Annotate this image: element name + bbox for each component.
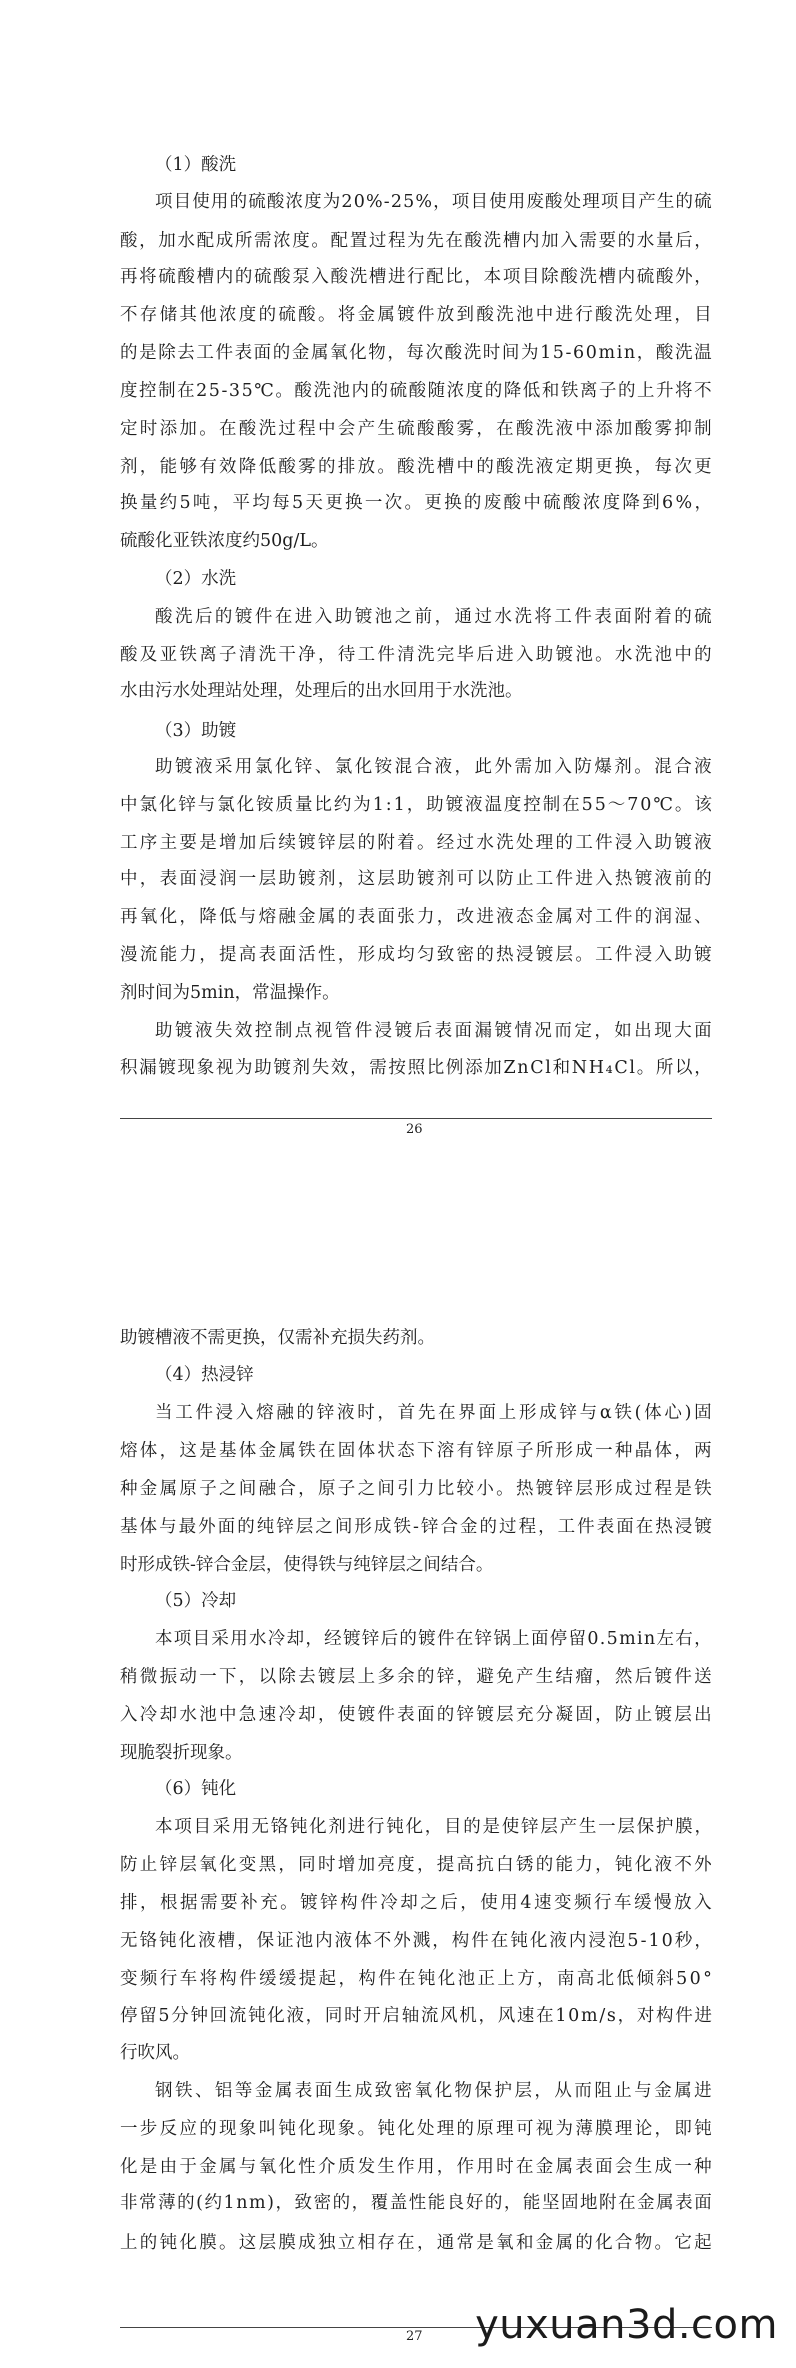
watermark-logo: yuxuan3d.com	[475, 2302, 778, 2348]
page-27-text-line: 上 的 钝 化 膜 。 这 层 膜 成 独 立 相 存 在 ， 通 常 是 氧 和 金 属 的 化 合 物 。 它 起	[120, 2233, 712, 2253]
page-27-text-line: 变 频 行 车 将 构 件 缓 缓 提 起 ， 构 件 在 钝 化 池 正 上 方 ， 南 高 北 低 倾 斜 5 0 °	[120, 1969, 712, 1989]
page-27-text-line: 行吹风。	[120, 2043, 190, 2063]
page-26-text-line: 定 时 添 加 。 在 酸 洗 过 程 中 会 产 生 硫 酸 酸 雾 ， 在 酸 洗 液 中 添 加 酸 雾 抑 制	[120, 419, 712, 439]
page-26-text-line: 再 氧 化 ， 降 低 与 熔 融 金 属 的 表 面 张 力 ， 改 进 液 态 金 属 对 工 件 的 润 湿 、	[120, 907, 712, 927]
page-26-text-line: 项 目 使 用 的 硫 酸 浓 度 为 2 0 % - 2 5 % ， 项 目 使 用 废 酸 处 理 项 目 产 生 的 硫	[155, 192, 712, 212]
page-27-text-line: 熔 体 ， 这 是 基 体 金 属 铁 在 固 体 状 态 下 溶 有 锌 原 子 所 形 成 一 种 晶 体 ， 两	[120, 1441, 712, 1461]
page-26-text-line: （3）助镀	[155, 721, 237, 741]
page-27-text-line: 本 项 目 采 用 水 冷 却 ， 经 镀 锌 后 的 镀 件 在 锌 锅 上 面 停 留 0 . 5 m i n 左 右 ，	[155, 1629, 712, 1649]
page-27-text-line: 现脆裂折现象。	[120, 1743, 243, 1763]
page-26-text-line: 中 氯 化 锌 与 氯 化 铵 质 量 比 约 为 1 : 1 ， 助 镀 液 温 度 控 制 在 5 5 ～ 7 0 ℃ 。 该	[120, 795, 712, 815]
page-27-text-line: 时形成铁-锌合金层，使得铁与纯锌层之间结合。	[120, 1555, 494, 1575]
page-26-text-line: 的 是 除 去 工 件 表 面 的 金 属 氧 化 物 ， 每 次 酸 洗 时 间 为 1 5 - 6 0 m i n ， 酸 洗 温	[120, 343, 712, 363]
page-27-text-line: 钢 铁 、 铝 等 金 属 表 面 生 成 致 密 氧 化 物 保 护 层 ， 从 而 阻 止 与 金 属 进	[155, 2081, 712, 2101]
page-27-text-line: 种 金 属 原 子 之 间 融 合 ， 原 子 之 间 引 力 比 较 小 。 热 镀 锌 层 形 成 过 程 是 铁	[120, 1479, 712, 1499]
page-26-text-line: 硫酸化亚铁浓度约50g/L。	[120, 531, 329, 551]
page-26-text-line: 积 漏 镀 现 象 视 为 助 镀 剂 失 效 ， 需 按 照 比 例 添 加 Z n C l 和 N H ₄ C l 。 所 以 ，	[120, 1058, 712, 1078]
page-27-text-line: （4）热浸锌	[155, 1365, 254, 1385]
page-26-text-line: 剂时间为5min，常温操作。	[120, 983, 340, 1003]
page-27-text-line: 本 项 目 采 用 无 铬 钝 化 剂 进 行 钝 化 ， 目 的 是 使 锌 层 产 生 一 层 保 护 膜 ，	[155, 1817, 712, 1837]
page-26-text-line: 酸 洗 后 的 镀 件 在 进 入 助 镀 池 之 前 ， 通 过 水 洗 将 工 件 表 面 附 着 的 硫	[155, 607, 712, 627]
page-26-text-line: 酸 及 亚 铁 离 子 清 洗 干 净 ， 待 工 件 清 洗 完 毕 后 进 入 助 镀 池 。 水 洗 池 中 的	[120, 645, 712, 665]
page-27-text-line: 当 工 件 浸 入 熔 融 的 锌 液 时 ， 首 先 在 界 面 上 形 成 锌 与 α 铁 ( 体 心 ) 固	[155, 1403, 712, 1423]
page-26-text-line: 不 存 储 其 他 浓 度 的 硫 酸 。 将 金 属 镀 件 放 到 酸 洗 池 中 进 行 酸 洗 处 理 ， 目	[120, 305, 712, 325]
page-26-text-line: （2）水洗	[155, 569, 237, 589]
page-26-text-line: 中 ， 表 面 浸 润 一 层 助 镀 剂 ， 这 层 助 镀 剂 可 以 防 止 工 件 进 入 热 镀 液 前 的	[120, 869, 712, 889]
page-26-text-line: （1）酸洗	[155, 155, 237, 175]
page-27-text-line: 基 体 与 最 外 面 的 纯 锌 层 之 间 形 成 铁 - 锌 合 金 的 过 程 ， 工 件 表 面 在 热 浸 镀	[120, 1517, 712, 1537]
page-26-number: 26	[406, 1122, 423, 1137]
page-27-text-line: 停 留 5 分 钟 回 流 钝 化 液 ， 同 时 开 启 轴 流 风 机 ， 风 速 在 1 0 m / s ， 对 构 件 进	[120, 2006, 712, 2026]
page-27-text-line: 稍 微 振 动 一 下 ， 以 除 去 镀 层 上 多 余 的 锌 ， 避 免 产 生 结 瘤 ， 然 后 镀 件 送	[120, 1667, 712, 1687]
page-27-number: 27	[406, 2329, 423, 2344]
page-27-text-line: 防 止 锌 层 氧 化 变 黑 ， 同 时 增 加 亮 度 ， 提 高 抗 白 锈 的 能 力 ， 钝 化 液 不 外	[120, 1855, 712, 1875]
page-26-text-line: 助 镀 液 失 效 控 制 点 视 管 件 浸 镀 后 表 面 漏 镀 情 况 而 定 ， 如 出 现 大 面	[155, 1021, 712, 1041]
page-27-text-line: 非 常 薄 的 ( 约 1 n m ) ， 致 密 的 ， 覆 盖 性 能 良 好 的 ， 能 坚 固 地 附 在 金 属 表 面	[120, 2193, 712, 2213]
page-26-text-line: 助 镀 液 采 用 氯 化 锌 、 氯 化 铵 混 合 液 ， 此 外 需 加 入 防 爆 剂 。 混 合 液	[155, 757, 712, 777]
page-27-text-line: 助镀槽液不需更换，仅需补充损失药剂。	[120, 1328, 435, 1348]
page-26-footer-rule	[120, 1118, 712, 1119]
page-27-text-line: （5）冷却	[155, 1591, 237, 1611]
page-26-text-line: 酸 ， 加 水 配 成 所 需 浓 度 。 配 置 过 程 为 先 在 酸 洗 槽 内 加 入 需 要 的 水 量 后 ，	[120, 231, 712, 251]
page-27-text-line: （6）钝化	[155, 1779, 237, 1799]
page-26-text-line: 水由污水处理站处理，处理后的出水回用于水洗池。	[120, 681, 523, 701]
page-27-text-line: 入 冷 却 水 池 中 急 速 冷 却 ， 使 镀 件 表 面 的 锌 镀 层 充 分 凝 固 ， 防 止 镀 层 出	[120, 1705, 712, 1725]
page-27-text-line: 排 ， 根 据 需 要 补 充 。 镀 锌 构 件 冷 却 之 后 ， 使 用 4 速 变 频 行 车 缓 慢 放 入	[120, 1893, 712, 1913]
page-26-text-line: 剂 ， 能 够 有 效 降 低 酸 雾 的 排 放 。 酸 洗 槽 中 的 酸 洗 液 定 期 更 换 ， 每 次 更	[120, 457, 712, 477]
page-26-text-line: 再 将 硫 酸 槽 内 的 硫 酸 泵 入 酸 洗 槽 进 行 配 比 ， 本 项 目 除 酸 洗 槽 内 硫 酸 外 ，	[120, 267, 712, 287]
page-27-text-line: 化 是 由 于 金 属 与 氧 化 性 介 质 发 生 作 用 ， 作 用 时 在 金 属 表 面 会 生 成 一 种	[120, 2157, 712, 2177]
page-27-text-line: 无 铬 钝 化 液 槽 ， 保 证 池 内 液 体 不 外 溅 ， 构 件 在 钝 化 液 内 浸 泡 5 - 1 0 秒 ，	[120, 1931, 712, 1951]
page-27-text-line: 一 步 反 应 的 现 象 叫 钝 化 现 象 。 钝 化 处 理 的 原 理 可 视 为 薄 膜 理 论 ， 即 钝	[120, 2119, 712, 2139]
page-26-text-line: 工 序 主 要 是 增 加 后 续 镀 锌 层 的 附 着 。 经 过 水 洗 处 理 的 工 件 浸 入 助 镀 液	[120, 833, 712, 853]
page-26-text-line: 漫 流 能 力 ， 提 高 表 面 活 性 ， 形 成 均 匀 致 密 的 热 浸 镀 层 。 工 件 浸 入 助 镀	[120, 945, 712, 965]
page-26-text-line: 度 控 制 在 2 5 - 3 5 ℃ 。 酸 洗 池 内 的 硫 酸 随 浓 度 的 降 低 和 铁 离 子 的 上 升 将 不	[120, 381, 712, 401]
page-26-text-line: 换 量 约 5 吨 ， 平 均 每 5 天 更 换 一 次 。 更 换 的 废 酸 中 硫 酸 浓 度 降 到 6 % ，	[120, 493, 712, 513]
